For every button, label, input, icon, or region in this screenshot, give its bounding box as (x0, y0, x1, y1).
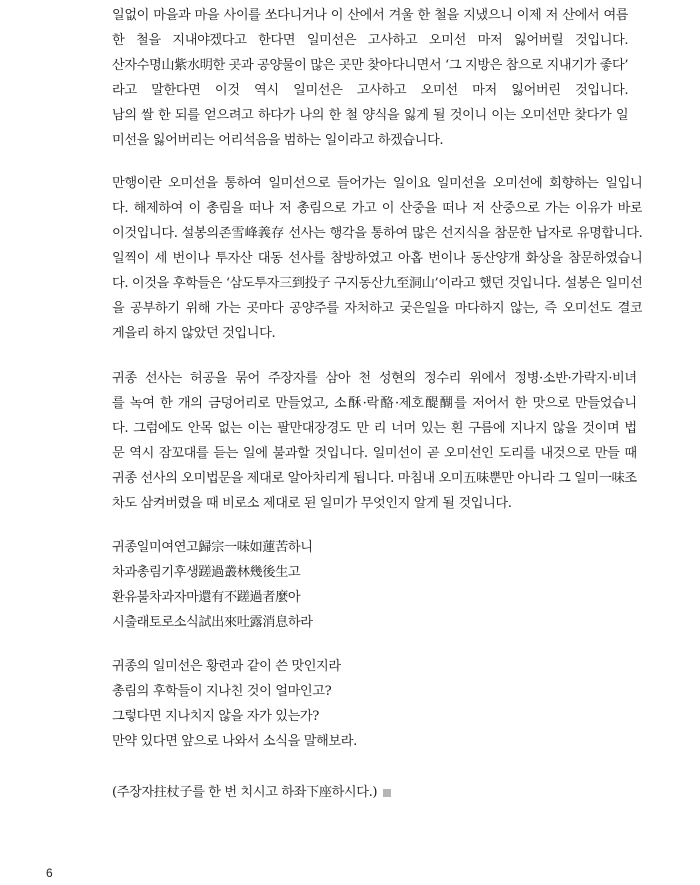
paragraph-3 (112, 366, 637, 516)
verse-line: 그렇다면 지나치지 않을 자가 있는가? (112, 709, 319, 724)
text-line: 차도 삼켜버렸을 때 비로소 제대로 된 일미가 무엇인지 알게 될 것입니다. (112, 496, 512, 511)
text-line: 다. 이것을 후학들은 ‘삼도투자三到投子 구지동산九至洞山’이라고 했던 것입니다. 설봉은 일미선 (112, 276, 643, 291)
text-line: 산자수명山紫水明한 곳과 공양물이 많은 곳만 찾아다니면서 ‘그 지방은 참으로 지내기가 좋다’ (112, 58, 629, 73)
text-line: 을 공부하기 위해 가는 곳마다 공양주를 자처하고 궂은일을 마다하지 않는, 즉 오미선도 결코 (112, 301, 643, 316)
text-line: 귀종 선사의 오미법문을 제대로 알아차리게 됩니다. 마침내 오미五味뿐만 아니라 그 일미一味조 (112, 471, 637, 486)
verse-line: 차과총림기후생蹉過叢林幾後生고 (112, 565, 301, 580)
text-line: 이것입니다. 설봉의존雪峰義存 선사는 행각을 통하여 많은 선지식을 참문한 납자로 유명합니다. (112, 226, 643, 241)
text-line: 를 녹여 한 개의 금덩어리로 만들었고, 소酥·락酪·제호醍醐를 저어서 한 맛으로 만들었습니 (112, 396, 637, 411)
text-line: 미선을 잃어버리는 어리석음을 범하는 일이라고 하겠습니다. (112, 133, 444, 148)
verse-line: 시출래토로소식試出來吐露消息하라 (112, 615, 313, 630)
text-line: 다. 그럼에도 안목 없는 이는 팔만대장경도 만 리 너머 있는 흰 구름에 지나지 않을 것이며 법 (112, 421, 637, 436)
text-line: 다. 해제하여 이 총림을 떠나 저 총림으로 가고 이 산중을 떠나 저 산중으로 가는 이유가 바로 (112, 201, 643, 216)
closing-line (112, 780, 391, 805)
page-number: 6 (46, 866, 53, 880)
verse-line: 귀종의 일미선은 황련과 같이 쓴 맛인지라 (112, 659, 341, 674)
verse-line: 환유불차과자마還有不蹉過者麼아 (112, 590, 301, 605)
closing-remark (112, 780, 391, 805)
verse-line: 만약 있다면 앞으로 나와서 소식을 말해보라. (112, 734, 357, 749)
text-line: 일찍이 세 번이나 투자산 대동 선사를 참방하였고 아홉 번이나 동산양개 화상을 참문하였습니 (112, 251, 643, 266)
verse-line: 총림의 후학들이 지나친 것이 얼마인고? (112, 684, 332, 699)
verse-hanja (112, 535, 313, 635)
text-line: 귀종 선사는 허공을 묶어 주장자를 삼아 천 성현의 정수리 위에서 정병·소반·가락지·비녀 (112, 371, 637, 386)
paragraph-2 (112, 171, 642, 346)
paragraph-1 (112, 3, 628, 153)
text-line: 한 철을 지내야겠다고 한다면 일미선은 고사하고 오미선 마저 잃어버릴 것입니다. (112, 33, 629, 48)
text-line: 일없이 마을과 마을 사이를 쏘다니거나 이 산에서 겨울 한 철을 지냈으니 이제 저 산에서 여름 (112, 8, 629, 23)
verse-korean (112, 654, 357, 754)
end-mark-icon (383, 789, 391, 797)
text-line: 남의 쌀 한 되를 얻으려고 하다가 나의 한 철 양식을 잃게 될 것이니 이는 오미선만 찾다가 일 (112, 108, 629, 123)
text-line: 만행이란 오미선을 통하여 일미선으로 들어가는 일이요 일미선을 오미선에 회향하는 일입니 (112, 176, 643, 191)
text-line: 라고 말한다면 이것 역시 일미선은 고사하고 오미선 마저 잃어버린 것입니다. (112, 83, 629, 98)
text-line: 게을리 하지 않았던 것입니다. (112, 326, 276, 341)
verse-line: 귀종일미여연고歸宗一味如蓮苦하니 (112, 540, 313, 555)
closing-text: (주장자拄杖子를 한 번 치시고 하좌下座하시다.) (112, 785, 378, 800)
text-line: 문 역시 잠꼬대를 듣는 일에 불과할 것입니다. 일미선이 곧 오미선인 도리를 내것으로 만들 때 (112, 446, 637, 461)
